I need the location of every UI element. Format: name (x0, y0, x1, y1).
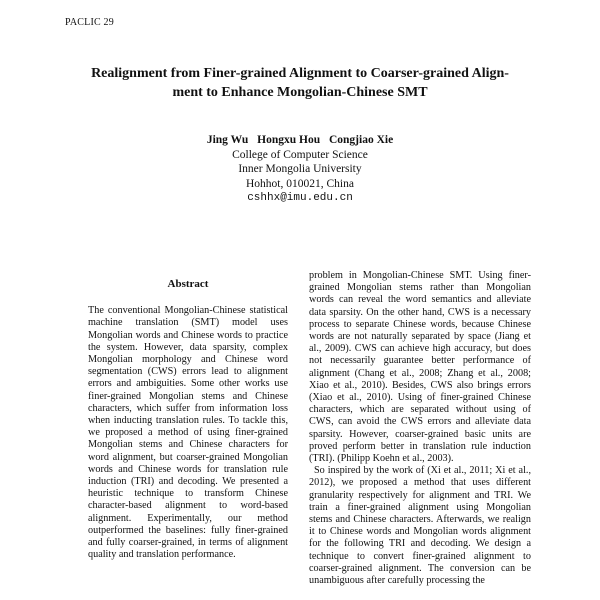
author-block (100, 133, 500, 206)
conference-label: PACLIC 29 (65, 17, 114, 28)
author-university: Inner Mongolia University (238, 163, 362, 175)
title-line-1: Realignment from Finer-grained Alignment to Coarser-grained Align- (91, 66, 509, 81)
body-paragraph-1: problem in Mongolian-Chinese SMT. Using finer-grained Mongolian stems rather than Mongolian words can reveal the word semantics and alleviate data sparsity. On the other hand, CWS is a necessary process to separate Chinese words, because Chinese words are not naturally separated by space (Jiang et al., 2009). CWS can achieve high accuracy, but does not necessarily guarantee better performance of alignment (Chang et al., 2008; Zhang et al., 2008; Xiao et al., 2010). Besides, CWS also brings errors (Xiao et al., 2010). Using of finer-grained Chinese characters, which are separated without using of CWS, can avoid the CWS errors and alleviate data sparsity. However, coarser-grained basic units are proved perform better in translation rule induction (TRI). (Philipp Koehn et al., 2003). (309, 270, 531, 465)
author-name: Jing Wu (206, 134, 249, 146)
author-name: Hongxu Hou (257, 134, 321, 146)
abstract-text: The conventional Mongolian-Chinese statistical machine translation (SMT) model uses Mongolian words and Chinese words to practice the system. However, data sparsity, complex Mongolian morphology and Chinese word segmentation (CWS) errors lead to alignment errors and ambiguities. Some other works use finer-grained Mongolian stems and Chinese characters, which suffer from information loss when inducting translation rules. To tackle this, we proposed a method of using finer-grained Mongolian stems and Chinese characters for word alignment, but coarser-grained Mongolian words and Chinese words for translation rule induction (TRI) and decoding. We presented a heuristic technique to transform Chinese character-based alignment to word-based alignment. Experimentally, our method outperformed the baselines: fully finer-grained and fully coarser-grained, in terms of alignment quality and translation performance. (88, 305, 288, 561)
author-email: cshhx@imu.edu.cn (247, 192, 353, 204)
paper-title (60, 64, 540, 102)
left-column (88, 270, 288, 561)
title-line-2: ment to Enhance Mongolian-Chinese SMT (172, 85, 428, 100)
body-paragraph-2: So inspired by the work of (Xi et al., 2011; Xi et al., 2012), we proposed a method that uses different granularity respectively for alignment and TRI. We train a finer-grained alignment using Mongolian stems and Chinese characters. Afterwards, we realign it to Chinese words and Mongolian words alignment for the following TRI and decoding. We design a technique to convert finer-grained alignment to coarser-grained alignment. The conversion can be unambiguous after carefully processing the (309, 465, 531, 587)
author-address: Hohhot, 010021, China (246, 177, 354, 190)
right-column (309, 270, 531, 587)
abstract-heading: Abstract (167, 278, 209, 290)
author-department: College of Computer Science (232, 148, 368, 161)
author-name: Congjiao Xie (328, 134, 394, 146)
author-names (100, 133, 500, 148)
